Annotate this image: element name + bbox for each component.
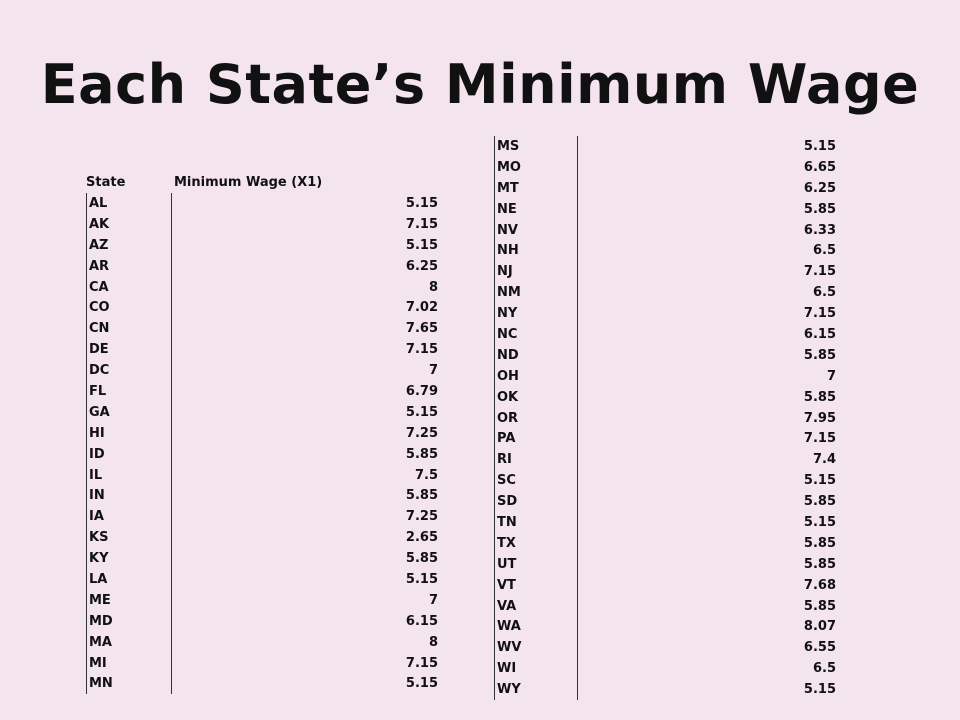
wage-cell: 8.07 (803, 619, 836, 635)
state-cell: AZ (86, 235, 172, 256)
state-cell: UT (494, 554, 578, 575)
table-row (86, 256, 438, 277)
state-cell: ID (86, 444, 172, 465)
state-cell: AL (86, 193, 172, 214)
table-row (86, 569, 438, 590)
state-cell: NJ (494, 261, 578, 282)
wage-cell: 5.85 (405, 551, 438, 567)
state-cell: RI (494, 449, 578, 470)
wage-cell: 6.33 (803, 222, 836, 238)
table-row (494, 178, 836, 199)
wage-cell: 6.25 (803, 180, 836, 196)
wage-cell: 7.02 (405, 300, 438, 316)
wage-cell: 5.85 (803, 201, 836, 217)
state-cell: NV (494, 220, 578, 241)
state-cell: MN (86, 673, 172, 694)
left-wage-table (86, 171, 438, 694)
table-row (86, 611, 438, 632)
table-row (494, 324, 836, 345)
wage-cell: 6.55 (803, 640, 836, 656)
wage-cell: 8 (428, 279, 438, 295)
table-row (86, 235, 438, 256)
state-cell: CO (86, 297, 172, 318)
table-header-row (86, 171, 438, 193)
state-cell: ME (86, 590, 172, 611)
state-cell: MI (86, 653, 172, 674)
state-cell: GA (86, 402, 172, 423)
table-row (494, 199, 836, 220)
table-row (494, 449, 836, 470)
wage-cell: 7.4 (812, 452, 836, 468)
state-cell: MD (86, 611, 172, 632)
wage-cell: 5.85 (803, 556, 836, 572)
table-row (494, 261, 836, 282)
state-cell: OK (494, 387, 578, 408)
table-row (86, 653, 438, 674)
table-row (86, 485, 438, 506)
table-row (86, 193, 438, 214)
table-row (494, 387, 836, 408)
state-cell: IL (86, 465, 172, 486)
table-row (494, 596, 836, 617)
wage-cell: 6.65 (803, 159, 836, 175)
wage-cell: 5.15 (405, 195, 438, 211)
table-row (86, 381, 438, 402)
state-column-header: State (86, 174, 126, 190)
table-row (494, 533, 836, 554)
wage-cell: 7.15 (803, 306, 836, 322)
state-cell: OR (494, 408, 578, 429)
state-cell: WI (494, 658, 578, 679)
state-cell: MS (494, 136, 578, 157)
state-cell: AK (86, 214, 172, 235)
wage-cell: 7.5 (414, 467, 438, 483)
table-row (494, 345, 836, 366)
state-cell: MT (494, 178, 578, 199)
state-cell: WV (494, 637, 578, 658)
slide-title: Each State’s Minimum Wage (40, 53, 920, 116)
table-row (86, 277, 438, 298)
wage-cell: 7.65 (405, 321, 438, 337)
wage-cell: 6.5 (812, 243, 836, 259)
table-row (86, 465, 438, 486)
state-cell: WY (494, 679, 578, 700)
wage-cell: 2.65 (405, 530, 438, 546)
state-cell: OH (494, 366, 578, 387)
table-row (494, 157, 836, 178)
table-row (86, 360, 438, 381)
state-cell: VA (494, 596, 578, 617)
state-cell: NE (494, 199, 578, 220)
wage-cell: 7.25 (405, 509, 438, 525)
state-cell: LA (86, 569, 172, 590)
table-row (86, 423, 438, 444)
table-row (494, 554, 836, 575)
state-cell: SD (494, 491, 578, 512)
wage-cell: 7.15 (803, 431, 836, 447)
wage-cell: 5.15 (405, 676, 438, 692)
wage-cell: 7 (428, 592, 438, 608)
wage-cell: 6.79 (405, 383, 438, 399)
state-cell: IN (86, 485, 172, 506)
state-cell: ND (494, 345, 578, 366)
table-row (86, 673, 438, 694)
table-row (86, 548, 438, 569)
table-row (494, 658, 836, 679)
state-cell: CA (86, 277, 172, 298)
table-row (494, 679, 836, 700)
wage-cell: 6.15 (405, 613, 438, 629)
table-row (494, 136, 836, 157)
state-cell: NY (494, 303, 578, 324)
table-row (86, 444, 438, 465)
wage-cell: 7.15 (405, 655, 438, 671)
state-cell: NC (494, 324, 578, 345)
wage-cell: 8 (428, 634, 438, 650)
state-cell: IA (86, 506, 172, 527)
table-row (494, 408, 836, 429)
wage-cell: 5.85 (803, 598, 836, 614)
state-cell: SC (494, 470, 578, 491)
wage-cell: 6.5 (812, 661, 836, 677)
wage-cell: 5.15 (803, 514, 836, 530)
wage-cell: 5.85 (803, 535, 836, 551)
wage-cell: 7.25 (405, 425, 438, 441)
state-cell: CN (86, 318, 172, 339)
wage-cell: 6.5 (812, 285, 836, 301)
table-row (86, 590, 438, 611)
table-row (86, 402, 438, 423)
table-row (494, 512, 836, 533)
state-cell: HI (86, 423, 172, 444)
table-row (494, 470, 836, 491)
state-cell: TN (494, 512, 578, 533)
wage-cell: 5.15 (405, 404, 438, 420)
wage-cell: 7 (428, 363, 438, 379)
wage-cell: 7 (826, 368, 836, 384)
table-row (494, 491, 836, 512)
table-row (86, 632, 438, 653)
state-cell: DE (86, 339, 172, 360)
wage-cell: 5.15 (803, 682, 836, 698)
wage-cell: 5.15 (405, 571, 438, 587)
wage-cell: 7.95 (803, 410, 836, 426)
wage-cell: 5.85 (803, 347, 836, 363)
state-cell: NM (494, 282, 578, 303)
state-cell: VT (494, 575, 578, 596)
wage-column-header: Minimum Wage (X1) (174, 174, 323, 190)
table-row (494, 366, 836, 387)
table-row (86, 318, 438, 339)
state-cell: FL (86, 381, 172, 402)
state-cell: WA (494, 616, 578, 637)
table-row (494, 303, 836, 324)
state-cell: KY (86, 548, 172, 569)
table-row (86, 339, 438, 360)
state-cell: PA (494, 428, 578, 449)
state-cell: KS (86, 527, 172, 548)
table-row (494, 220, 836, 241)
state-cell: AR (86, 256, 172, 277)
right-wage-table (494, 136, 836, 700)
table-row (494, 240, 836, 261)
table-row (86, 527, 438, 548)
state-cell: TX (494, 533, 578, 554)
table-row (86, 297, 438, 318)
table-row (494, 616, 836, 637)
wage-cell: 7.15 (405, 342, 438, 358)
wage-cell: 6.25 (405, 258, 438, 274)
wage-cell: 5.85 (405, 446, 438, 462)
wage-cell: 5.85 (405, 488, 438, 504)
wage-cell: 6.15 (803, 326, 836, 342)
table-row (494, 637, 836, 658)
state-cell: DC (86, 360, 172, 381)
wage-cell: 7.15 (803, 264, 836, 280)
state-cell: NH (494, 240, 578, 261)
wage-cell: 5.85 (803, 494, 836, 510)
wage-cell: 5.15 (803, 138, 836, 154)
state-cell: MO (494, 157, 578, 178)
wage-cell: 7.68 (803, 577, 836, 593)
wage-cell: 5.85 (803, 389, 836, 405)
state-cell: MA (86, 632, 172, 653)
table-row (494, 428, 836, 449)
wage-cell: 5.15 (405, 237, 438, 253)
table-row (86, 506, 438, 527)
wage-cell: 5.15 (803, 473, 836, 489)
table-row (494, 282, 836, 303)
table-row (86, 214, 438, 235)
table-row (494, 575, 836, 596)
wage-cell: 7.15 (405, 216, 438, 232)
